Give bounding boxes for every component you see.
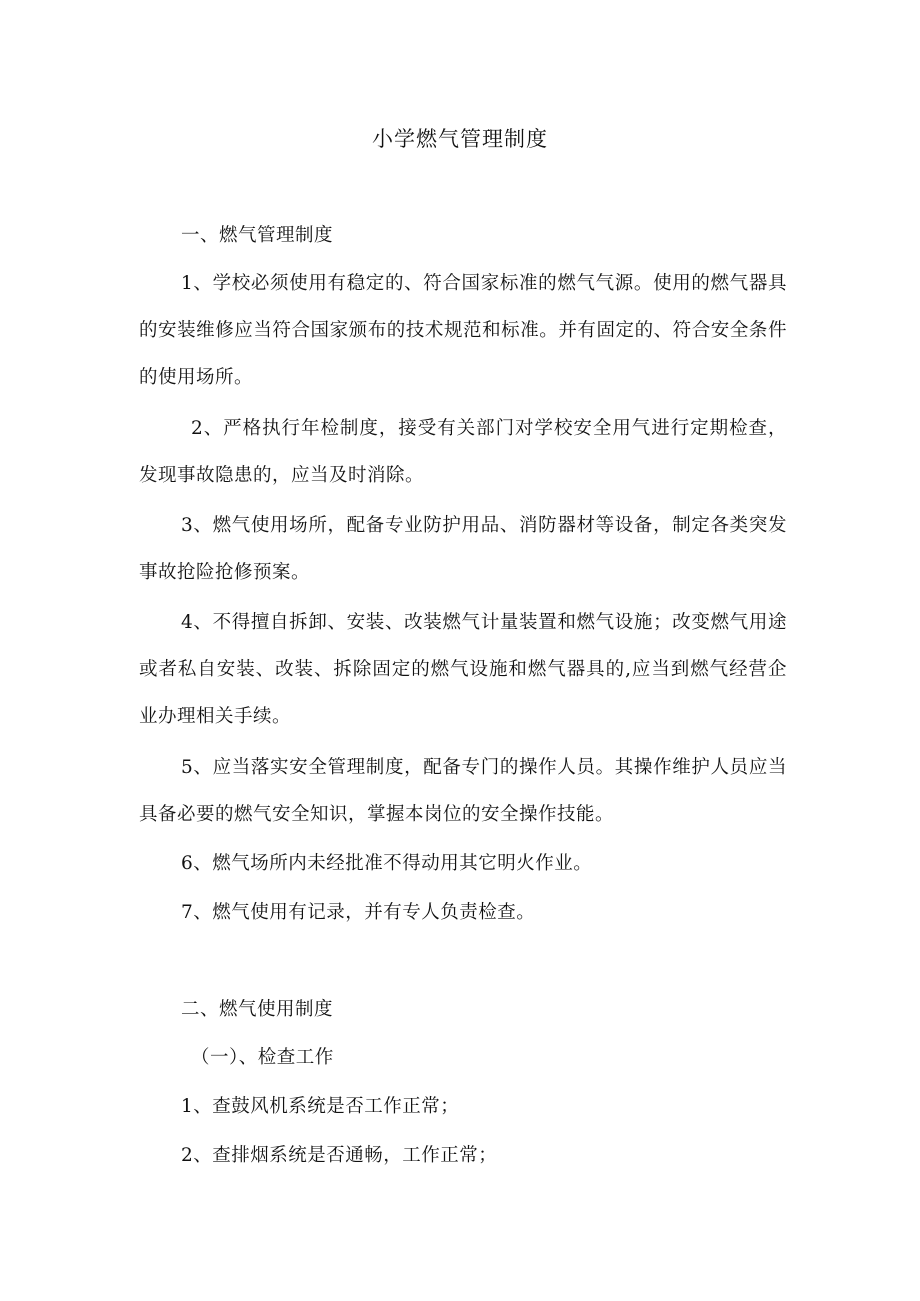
paragraph-item-3: 3、燃气使用场所，配备专业防护用品、消防器材等设备，制定各类突发事故抢险抢修预案。 bbox=[139, 515, 787, 583]
paragraph-item-1: 1、学校必须使用有稳定的、符合国家标准的燃气气源。使用的燃气器具的安装维修应当符合国家颁布的技术规范和标准。并有固定的、符合安全条件的使用场所。 bbox=[139, 273, 787, 388]
section-heading-1: 一、燃气管理制度 bbox=[181, 225, 334, 246]
paragraph-item-5: 5、应当落实安全管理制度，配备专门的操作人员。其操作维护人员应当具备必要的燃气安全知识，掌握本岗位的安全操作技能。 bbox=[139, 757, 787, 825]
document-title: 小学燃气管理制度 bbox=[372, 127, 548, 151]
subsection-heading: （一）、检查工作 bbox=[191, 1047, 334, 1068]
check-item-1: 1、查鼓风机系统是否工作正常； bbox=[181, 1096, 460, 1117]
paragraph-item-4: 4、不得擅自拆卸、安装、改装燃气计量装置和燃气设施；改变燃气用途或者私自安装、改装、拆除固定的燃气设施和燃气器具的,应当到燃气经营企业办理相关手续。 bbox=[139, 612, 787, 727]
paragraph-item-7: 7、燃气使用有记录，并有专人负责检查。 bbox=[181, 902, 536, 923]
check-item-2: 2、查排烟系统是否通畅，工作正常； bbox=[181, 1145, 498, 1166]
section-heading-2: 二、燃气使用制度 bbox=[181, 999, 334, 1020]
paragraph-item-2: 2、严格执行年检制度，接受有关部门对学校安全用气进行定期检查，发现事故隐患的，应当及时消除。 bbox=[139, 418, 787, 486]
paragraph-item-6: 6、燃气场所内未经批准不得动用其它明火作业。 bbox=[181, 853, 593, 874]
